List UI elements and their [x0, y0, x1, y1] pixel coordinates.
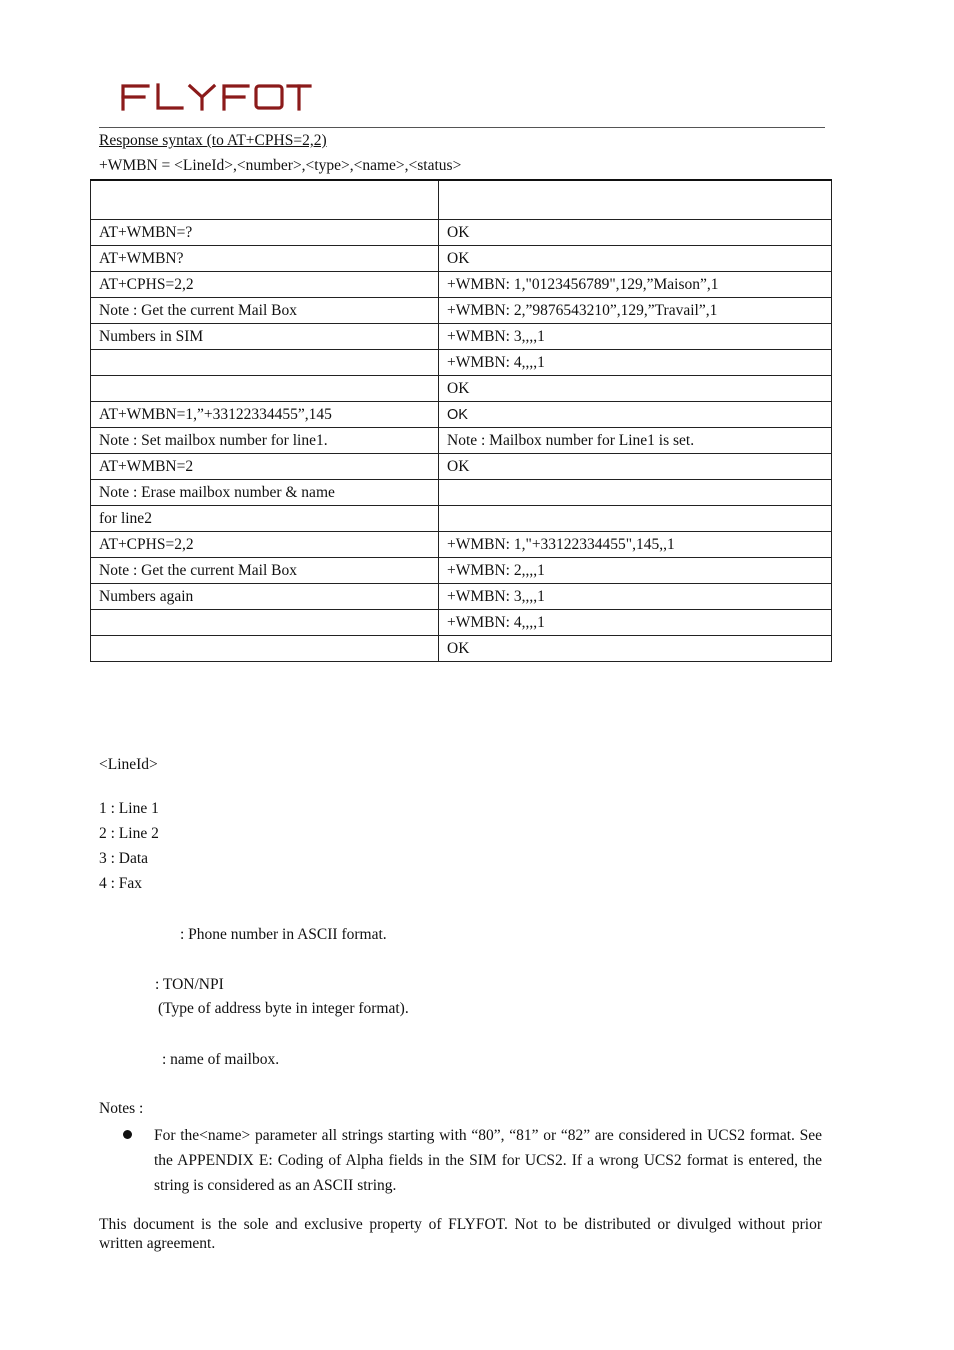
- table-header-row: [91, 180, 832, 220]
- response-cell: Note : Mailbox number for Line1 is set.: [439, 428, 832, 454]
- command-table: [90, 179, 832, 662]
- bullet-icon: [123, 1130, 132, 1139]
- response-cell: OK: [439, 402, 832, 428]
- footer-disclaimer: This document is the sole and exclusive property of FLYFOT. Not to be distributed or divulged without prior written agreement.: [99, 1216, 822, 1252]
- command-cell: AT+WMBN?: [91, 246, 439, 272]
- table-row: [91, 454, 832, 480]
- flyfot-logo: [120, 82, 312, 112]
- table-row: [91, 584, 832, 610]
- lineid-value: 2 : Line 2: [99, 825, 159, 842]
- response-syntax-line: +WMBN = <LineId>,<number>,<type>,<name>,<status>: [99, 157, 462, 174]
- response-cell: +WMBN: 4,,,,1: [439, 350, 832, 376]
- command-cell: [91, 610, 439, 636]
- type-description: : TON/NPI: [155, 976, 224, 993]
- lineid-value: 4 : Fax: [99, 875, 143, 892]
- response-cell: +WMBN: 3,,,,1: [439, 324, 832, 350]
- lineid-value: 1 : Line 1: [99, 800, 159, 817]
- table-row: [91, 480, 832, 506]
- table-row: [91, 402, 832, 428]
- response-cell: [439, 506, 832, 532]
- response-cell: OK: [439, 636, 832, 662]
- command-cell: AT+CPHS=2,2: [91, 532, 439, 558]
- response-cell: OK: [439, 454, 832, 480]
- name-description: : name of mailbox.: [162, 1051, 280, 1068]
- table-row: [91, 298, 832, 324]
- lineid-label: <LineId>: [99, 756, 158, 773]
- response-cell: +WMBN: 4,,,,1: [439, 610, 832, 636]
- command-cell: [91, 376, 439, 402]
- response-syntax-heading: Response syntax (to AT+CPHS=2,2): [99, 132, 327, 149]
- header-rule: [99, 127, 825, 128]
- table-row: [91, 506, 832, 532]
- response-cell: +WMBN: 2,,,,1: [439, 558, 832, 584]
- type-description-detail: (Type of address byte in integer format).: [158, 1000, 409, 1017]
- table-row: [91, 376, 832, 402]
- command-cell: [91, 350, 439, 376]
- command-cell: Note : Set mailbox number for line1.: [91, 428, 439, 454]
- command-cell: AT+WMBN=2: [91, 454, 439, 480]
- command-cell: AT+CPHS=2,2: [91, 272, 439, 298]
- command-cell: [91, 636, 439, 662]
- command-cell: Note : Get the current Mail Box: [91, 298, 439, 324]
- command-cell: for line2: [91, 506, 439, 532]
- command-cell: Numbers in SIM: [91, 324, 439, 350]
- table-row: [91, 220, 832, 246]
- command-cell: AT+WMBN=1,”+33122334455”,145: [91, 402, 439, 428]
- table-row: [91, 532, 832, 558]
- table-row: [91, 246, 832, 272]
- table-row: [91, 636, 832, 662]
- table-row: [91, 272, 832, 298]
- table-row: [91, 428, 832, 454]
- response-cell: +WMBN: 1,"0123456789",129,”Maison”,1: [439, 272, 832, 298]
- table-header-cell: [439, 180, 832, 220]
- table-row: [91, 558, 832, 584]
- command-cell: Note : Erase mailbox number & name: [91, 480, 439, 506]
- command-cell: Numbers again: [91, 584, 439, 610]
- response-cell: +WMBN: 2,”9876543210”,129,”Travail”,1: [439, 298, 832, 324]
- response-cell: +WMBN: 3,,,,1: [439, 584, 832, 610]
- response-cell: OK: [439, 220, 832, 246]
- table-row: [91, 350, 832, 376]
- response-cell: [439, 480, 832, 506]
- table-row: [91, 324, 832, 350]
- number-description: : Phone number in ASCII format.: [180, 926, 387, 943]
- command-cell: AT+WMBN=?: [91, 220, 439, 246]
- response-cell: +WMBN: 1,"+33122334455",145,,1: [439, 532, 832, 558]
- notes-label: Notes :: [99, 1100, 144, 1117]
- table-header-cell: [91, 180, 439, 220]
- lineid-value: 3 : Data: [99, 850, 149, 867]
- notes-bullet-text: For the<name> parameter all strings starting with “80”, “81” or “82” are considered in UCS2 format. See the APPENDIX E: Coding of Alpha fields in the SIM for UCS2. If a wrong UCS2 format is entered, the string is considered as an ASCII string.: [154, 1127, 822, 1194]
- command-cell: Note : Get the current Mail Box: [91, 558, 439, 584]
- table-row: [91, 610, 832, 636]
- response-cell: OK: [439, 376, 832, 402]
- response-cell: OK: [439, 246, 832, 272]
